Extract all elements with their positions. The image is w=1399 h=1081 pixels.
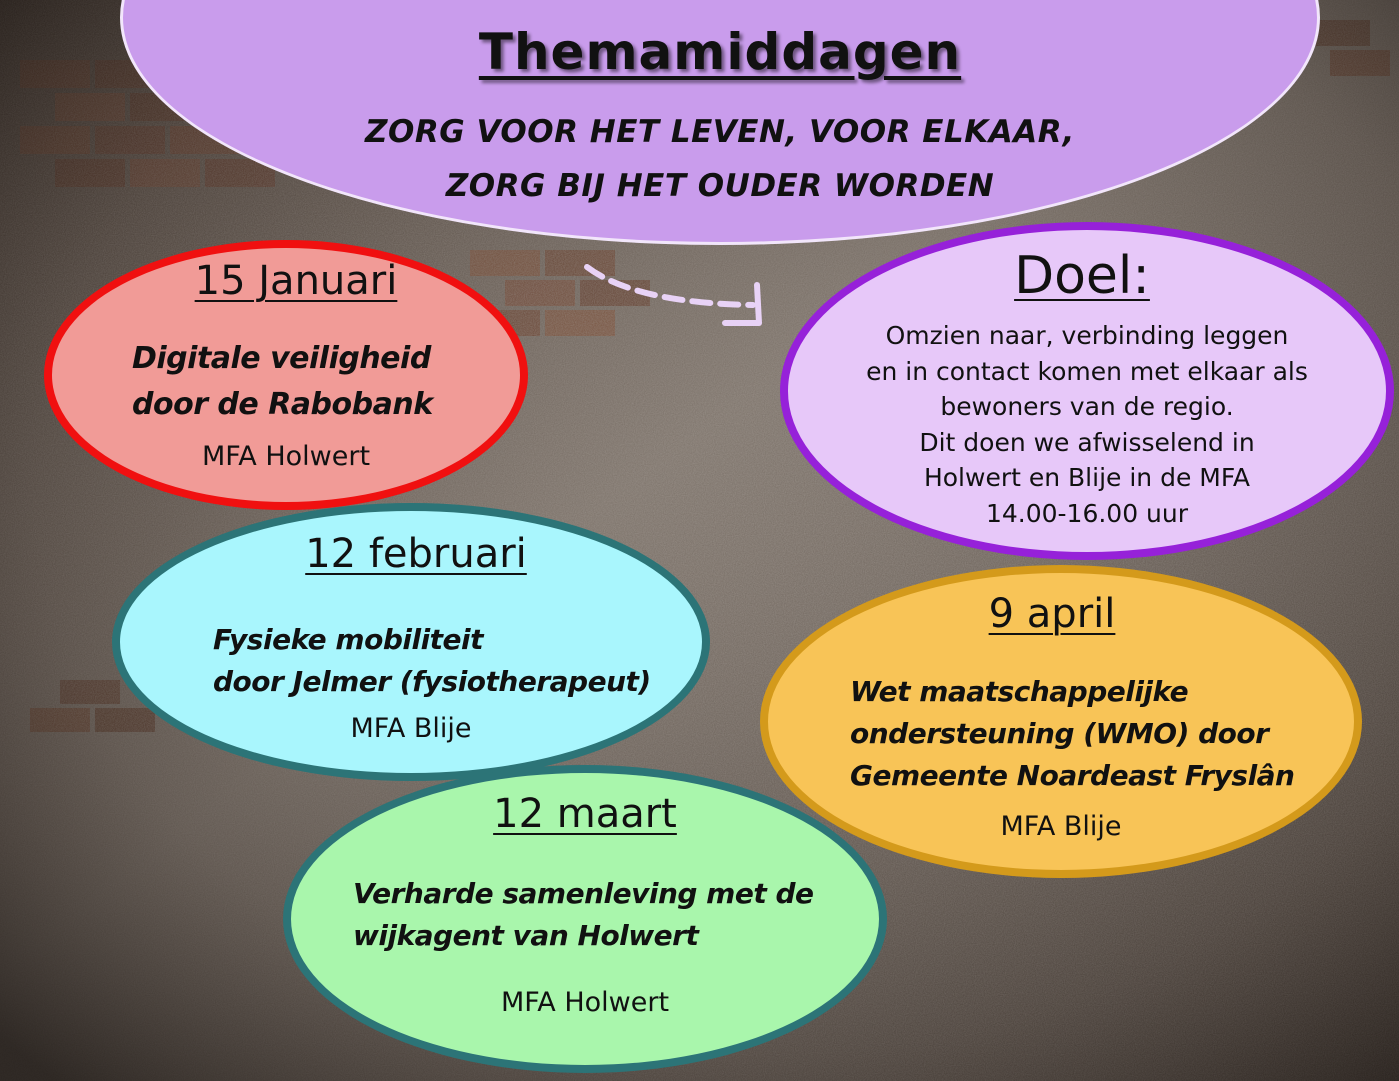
header-banner (120, 0, 1320, 245)
session-date: 9 april (988, 591, 1116, 637)
session-card-january (44, 240, 528, 510)
goal-text: Omzien naar, verbinding leggen en in contact komen met elkaar als bewoners van de regio. Dit doen we afwisselend in Holwert en Blije in de MFA 14.00-16.00 uur (866, 321, 1308, 528)
session-topic: Fysieke mobiliteit door Jelmer (fysiotherapeut) (213, 623, 651, 698)
session-topic: Digitale veiligheid door de Rabobank (132, 341, 433, 422)
session-topic: Verharde samenleving met de wijkagent van Holwert (353, 877, 814, 952)
session-location: MFA Holwert (201, 441, 371, 472)
dashed-arrow-icon (575, 255, 775, 340)
session-date: 12 maart (493, 791, 677, 837)
session-location: MFA Blije (1000, 811, 1122, 842)
page-subtitle: ZORG VOOR HET LEVEN, VOOR ELKAAR, ZORG BIJ HET OUDER WORDEN (365, 114, 1075, 204)
session-topic: Wet maatschappelijke ondersteuning (WMO) door Gemeente Noardeast Fryslân (850, 675, 1295, 792)
session-date: 15 Januari (194, 258, 398, 304)
goal-card (780, 222, 1394, 560)
session-card-april (760, 565, 1362, 878)
session-date: 12 februari (305, 531, 527, 577)
page-title: Themamiddagen (478, 23, 962, 81)
session-location: MFA Holwert (500, 987, 670, 1018)
goal-heading: Doel: (1014, 246, 1150, 306)
session-card-february (112, 503, 710, 781)
session-location: MFA Blije (350, 713, 472, 744)
